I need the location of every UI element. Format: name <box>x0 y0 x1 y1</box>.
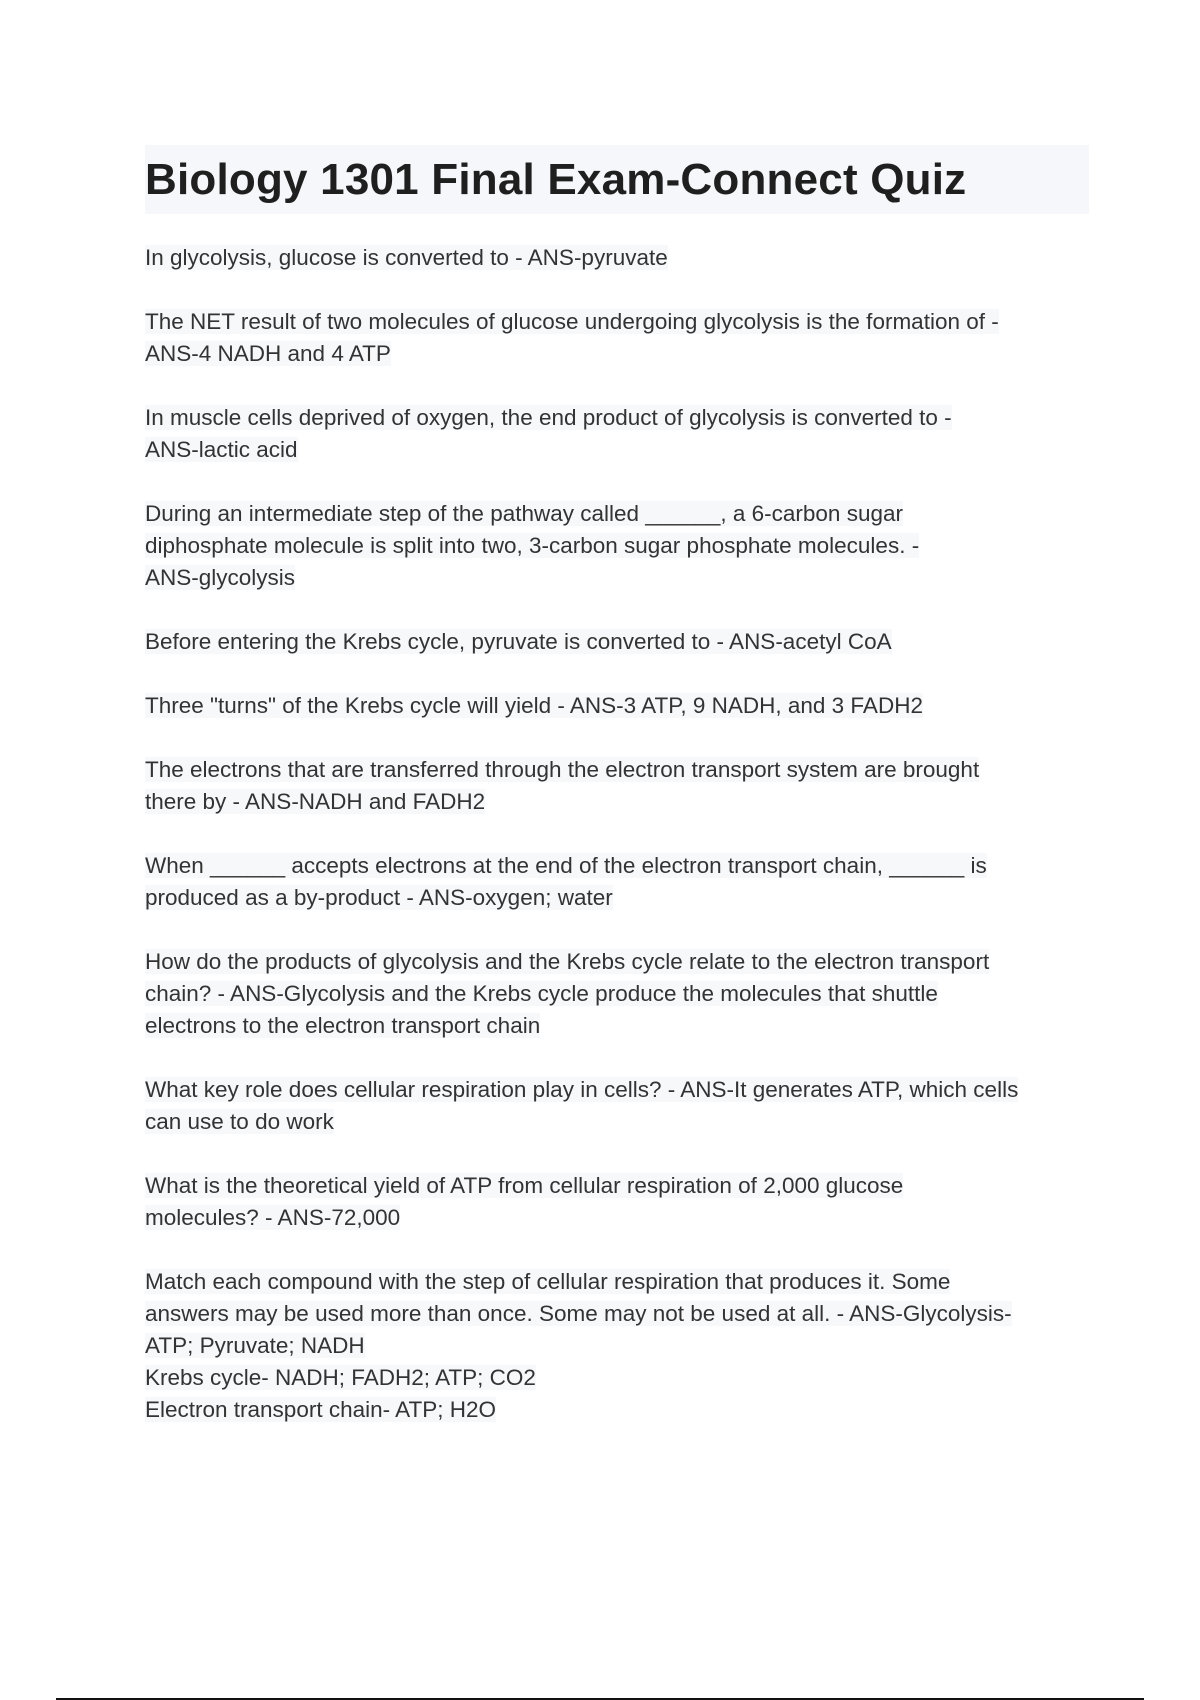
question-line: ATP; Pyruvate; NADH <box>145 1333 365 1358</box>
question-line: In muscle cells deprived of oxygen, the end product of glycolysis is converted to - <box>145 405 952 430</box>
question-line: there by - ANS-NADH and FADH2 <box>145 789 486 814</box>
question-line: Krebs cycle- NADH; FADH2; ATP; CO2 <box>145 1365 536 1390</box>
question-line: produced as a by-product - ANS-oxygen; water <box>145 885 613 910</box>
document-title: Biology 1301 Final Exam-Connect Quiz <box>145 155 967 204</box>
question-item <box>145 306 1090 370</box>
question-line: ANS-lactic acid <box>145 437 298 462</box>
question-item <box>145 1170 1090 1234</box>
question-item <box>145 690 1090 722</box>
question-line: The NET result of two molecules of glucose undergoing glycolysis is the formation of - <box>145 309 999 334</box>
question-line: During an intermediate step of the pathway called ______, a 6-carbon sugar <box>145 501 903 526</box>
question-line: In glycolysis, glucose is converted to - ANS-pyruvate <box>145 245 668 270</box>
question-line: Before entering the Krebs cycle, pyruvate is converted to - ANS-acetyl CoA <box>145 629 892 654</box>
question-line: How do the products of glycolysis and the Krebs cycle relate to the electron transport <box>145 949 990 974</box>
question-line: ANS-4 NADH and 4 ATP <box>145 341 391 366</box>
question-line: can use to do work <box>145 1109 334 1134</box>
question-line: Match each compound with the step of cellular respiration that produces it. Some <box>145 1269 951 1294</box>
question-item <box>145 242 1090 274</box>
question-line: What is the theoretical yield of ATP from cellular respiration of 2,000 glucose <box>145 1173 904 1198</box>
question-line: Three "turns" of the Krebs cycle will yield - ANS-3 ATP, 9 NADH, and 3 FADH2 <box>145 693 923 718</box>
question-line: What key role does cellular respiration play in cells? - ANS-It generates ATP, which cells <box>145 1077 1019 1102</box>
question-item <box>145 850 1090 914</box>
question-line: answers may be used more than once. Some may not be used at all. - ANS-Glycolysis- <box>145 1301 1012 1326</box>
question-line: The electrons that are transferred through the electron transport system are brought <box>145 757 980 782</box>
title-band <box>145 145 1089 214</box>
question-line: diphosphate molecule is split into two, 3-carbon sugar phosphate molecules. - <box>145 533 920 558</box>
question-line: Electron transport chain- ATP; H2O <box>145 1397 496 1422</box>
question-line: ANS-glycolysis <box>145 565 296 590</box>
question-line: electrons to the electron transport chain <box>145 1013 541 1038</box>
question-item <box>145 1074 1090 1138</box>
question-item <box>145 402 1090 466</box>
question-line: molecules? - ANS-72,000 <box>145 1205 401 1230</box>
question-item <box>145 754 1090 818</box>
question-item <box>145 946 1090 1042</box>
question-line: When ______ accepts electrons at the end of the electron transport chain, ______ is <box>145 853 987 878</box>
question-list <box>145 242 1090 1458</box>
question-item <box>145 498 1090 594</box>
question-item <box>145 626 1090 658</box>
question-line: chain? - ANS-Glycolysis and the Krebs cycle produce the molecules that shuttle <box>145 981 938 1006</box>
question-item <box>145 1266 1090 1426</box>
